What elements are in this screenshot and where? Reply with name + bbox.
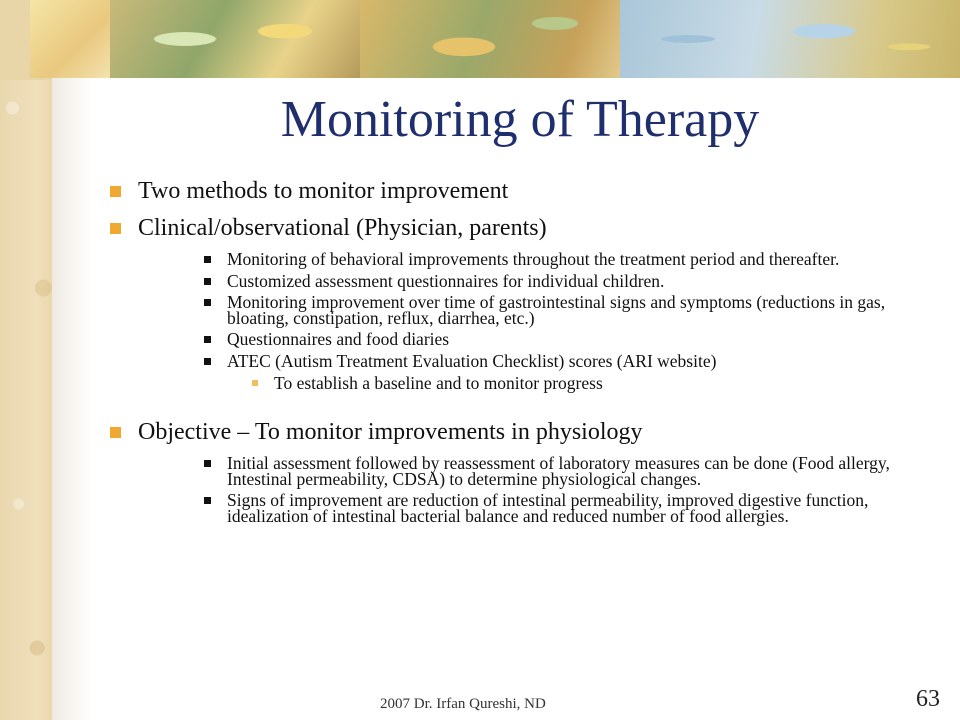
bullet-level-2: Signs of improvement are reduction of intestinal permeability, improved digestive function, idealization of intestinal bacterial balance and reduced number of food allergies. <box>108 493 928 524</box>
leaf-pattern-image <box>110 0 360 78</box>
bullet-level-1: Objective – To monitor improvements in physiology <box>108 419 928 445</box>
slide-footer: 2007 Dr. Irfan Qureshi, ND <box>380 696 546 712</box>
leaf-pattern-image <box>30 0 110 78</box>
bullet-level-2: Customized assessment questionnaires for individual children. <box>108 274 928 290</box>
slide-number: 63 <box>916 686 940 712</box>
decorative-top-banner <box>0 0 960 80</box>
bullet-level-2: Questionnaires and food diaries <box>108 332 928 348</box>
slide-title: Monitoring of Therapy <box>280 91 760 148</box>
slide-body <box>108 178 928 530</box>
leaf-pattern-image <box>620 0 960 78</box>
spacer <box>108 397 928 419</box>
bullet-level-3: To establish a baseline and to monitor progress <box>108 375 928 391</box>
bullet-level-1: Clinical/observational (Physician, parents) <box>108 215 928 241</box>
bullet-level-2: Monitoring improvement over time of gastrointestinal signs and symptoms (reductions in gas, bloating, constipation, reflux, diarrhea, etc.) <box>108 295 928 326</box>
bullet-level-2: Monitoring of behavioral improvements throughout the treatment period and thereafter. <box>108 252 928 268</box>
bullet-level-2: ATEC (Autism Treatment Evaluation Checklist) scores (ARI website) <box>108 354 928 370</box>
leaf-pattern-image <box>360 0 620 78</box>
bullet-level-1: Two methods to monitor improvement <box>108 178 928 204</box>
bullet-level-2: Initial assessment followed by reassessment of laboratory measures can be done (Food allergy, Intestinal permeability, CDSA) to determine physiological changes. <box>108 456 928 487</box>
